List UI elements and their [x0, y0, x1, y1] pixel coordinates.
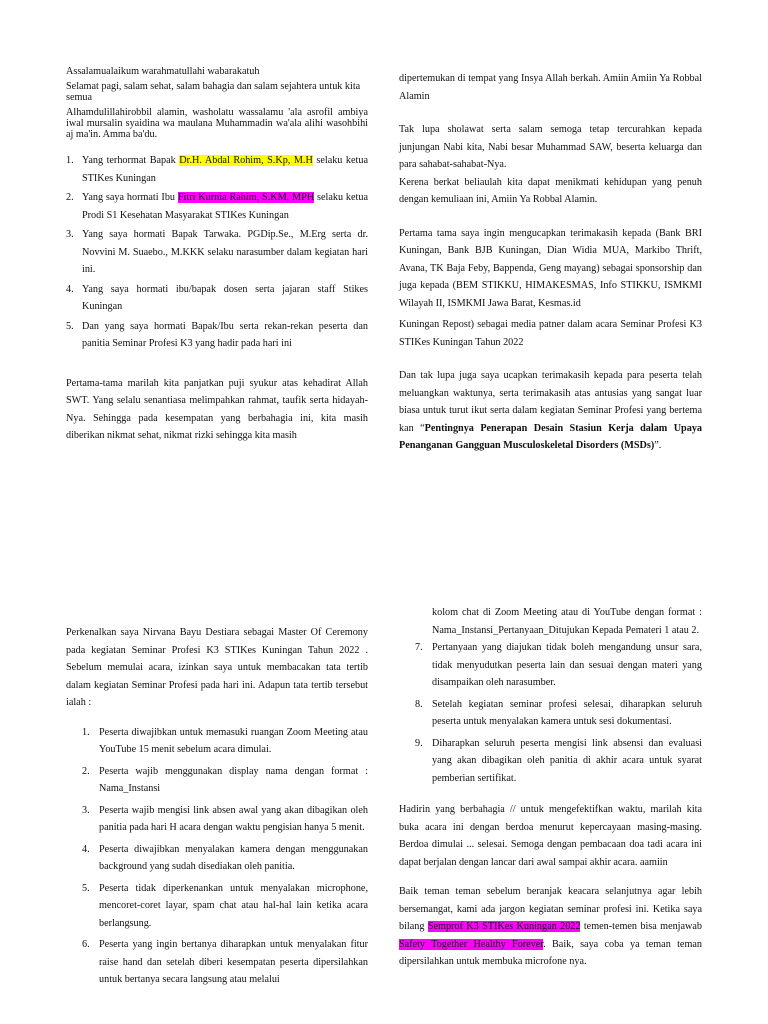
salutation-list	[66, 152, 368, 353]
rule-number: 9.	[415, 737, 423, 749]
salutation-text: Yang terhormat Bapak	[82, 155, 180, 166]
jargon-call: Semprof K3 STIKes Kuningan 2022	[427, 921, 581, 932]
rule-text: Peserta diwajibkan untuk memasuki ruangan Zoom Meeting atau YouTube 15 menit sebelum acara dimulai.	[99, 726, 368, 755]
berkat-paragraph: Kerena berkat beliaulah kita dapat menikmati kehidupan yang penuh dengan kemuliaan ini, Amiin Ya Robbal Alamin.	[399, 176, 702, 205]
list-number: 5.	[66, 320, 74, 332]
rules-list-part1	[82, 724, 368, 989]
rule-text: Peserta diwajibkan menyalakan kamera dengan menggunakan background yang sudah disediakan oleh panitia.	[99, 843, 368, 872]
salutation-item	[66, 281, 368, 316]
sholawat-paragraph: Tak lupa sholawat serta salam semoga tetap tercurahkan kepada junjungan Nabi kita, Nabi besar Muhammad SAW, beserta keluarga dan para sahabat-sahabat-Nya.	[399, 124, 702, 170]
rule-number: 5.	[82, 882, 90, 894]
rule-item	[82, 880, 368, 933]
rule-text: Peserta tidak diperkenankan untuk menyalakan microphone, mencoret-coret layar, spam chat atau hal-hal lain ketika acara berlangsung.	[99, 882, 368, 929]
salutation-text: Yang saya hormati ibu/bapak dosen serta jajaran staff Stikes Kuningan	[82, 283, 368, 312]
salutation-text: Yang saya hormati Ibu	[82, 192, 178, 203]
rule-text: Peserta wajib menggunakan display nama dengan format : Nama_Instansi	[99, 765, 368, 794]
rule-number: 8.	[415, 698, 423, 710]
salutation-item	[66, 189, 368, 224]
greeting-alhamdulillah: Alhamdulillahirobbil alamin, washolatu wassalamu 'ala asrofil ambiya iwal mursalin syaidina wa maulana Muhammadin wa'ala alihi wasohbihi aj ma'in. Amma ba'du.	[66, 107, 368, 140]
jargon-paragraph	[399, 883, 702, 971]
salutation-text: Yang saya hormati Bapak Tarwaka. PGDip.Se., M.Erg serta dr. Novvini M. Suaebo., M.KKK selaku narasumber dalam kegiatan hari ini.	[82, 229, 368, 275]
greeting-salam: Assalamualaikum warahmatullahi wabarakatuh	[66, 66, 260, 77]
rule-item	[82, 841, 368, 876]
highlighted-name: Dr.H. Abdal Rohim, S.Kp, M.H	[179, 155, 313, 166]
salutation-item	[66, 226, 368, 279]
page2-left-column	[66, 624, 368, 993]
jargon-intro: Baik teman teman sebelum beranjak keacara selanjutnya agar lebih bersemangat, kami ada jargon kegiatan seminar profesi ini. Ketika saya bilang	[399, 886, 702, 932]
participant-thanks-paragraph	[399, 367, 702, 455]
rule-number: 3.	[82, 804, 90, 816]
page2-right-column	[399, 604, 702, 971]
rule-item	[82, 724, 368, 759]
list-number: 2.	[66, 192, 74, 203]
prayer-paragraph: Hadirin yang berbahagia // untuk mengefektifkan waktu, marilah kita buka acara ini dengan berdoa menurut kepercayaan masing-masing. Berdoa dimulai ... selesai. Semoga dengan pembacaan doa tadi acara ini dapat berjalan dengan lancar dari awal sampai akhir acara. aamiin	[399, 804, 702, 868]
list-number: 1.	[66, 155, 74, 166]
rule-text: Peserta yang ingin bertanya diharapkan untuk menyalakan fitur raise hand dan setelah diberi kesempatan peserta dipersilahkan untuk bertanya secara langsung atau melalui	[99, 939, 368, 985]
rule-number: 1.	[82, 726, 90, 738]
prayer-continuation: dipertemukan di tempat yang Insya Allah berkah. Amiin Amiin Ya Robbal Alamin	[399, 73, 702, 102]
sponsor-thanks-paragraph: Pertama tama saya ingin mengucapkan terimakasih kepada (Bank BRI Kuningan, Bank BJB Kuningan, Dian Widia MUA, Markibo Thrift, Avana, TK Baja Feby, Bappenda, Geng mayang) sebagai sponsorship dan juga kepada (BEM STIKKU, HIMAKESMAS, Info STIKKU, ISMKMI Wilayah II, ISMKMI Jawa Barat, Kesmas.id	[399, 227, 702, 309]
theme-close-quote: ”.	[654, 440, 662, 451]
rule-item	[82, 802, 368, 837]
greeting-selamat-pagi: Selamat pagi, salam sehat, salam bahagia dan salam sejahtera untuk kita semua	[66, 81, 361, 103]
rule-number: 6.	[82, 939, 90, 950]
jargon-outro: . Baik, saya coba ya teman teman dipersilahkan untuk membuka microfone nya.	[399, 938, 702, 967]
rule-item	[415, 735, 702, 788]
salutation-text: Dan yang saya hormati Bapak/Ibu serta rekan-rekan peserta dan panitia Seminar Profesi K3 yang hadir pada hari ini	[82, 320, 368, 349]
rule-text: Setelah kegiatan seminar profesi selesai, diharapkan seluruh peserta untuk menyalakan kamera untuk sesi dokumentasi.	[432, 698, 702, 727]
rule-text: Diharapkan seluruh peserta mengisi link absensi dan evaluasi yang akan dibagikan oleh panitia di akhir acara untuk syarat pemberian sertifikat.	[432, 737, 702, 784]
opening-paragraph: Pertama-tama marilah kita panjatkan puji syukur atas kehadirat Allah SWT. Yang selalu senantiasa melimpahkan rahmat, taufik serta hidayah-Nya. Sehingga pada kesempatan yang berbahagia ini, kita masih diberikan nikmat sehat, nikmat rizki sehingga kita masih	[66, 377, 368, 441]
media-partner-paragraph: Kuningan Repost) sebagai media patner dalam acara Seminar Profesi K3 STIKes Kuningan Tahun 2022	[399, 319, 702, 348]
page1-left-column	[66, 66, 368, 445]
rule6-continuation: kolom chat di Zoom Meeting atau di YouTube dengan format : Nama_Instansi_Pertanyaan_Ditujukan Kepada Pemateri 1 atau 2.	[432, 607, 702, 636]
salutation-item	[66, 318, 368, 353]
highlighted-name: Fitri Kurnia Rahim, S.KM, MPH	[177, 192, 315, 203]
rule-number: 4.	[82, 843, 90, 855]
jargon-mid: temen-temen bisa menjawab	[580, 921, 703, 932]
rule-number: 2.	[82, 765, 90, 777]
mc-introduction: Perkenalkan saya Nirvana Bayu Destiara sebagai Master Of Ceremony pada kegiatan Seminar Profesi K3 STIKes Kuningan Tahun 2022 . Sebelum memulai acara, izinkan saya untuk membacakan tata tertib dalam kegiatan Seminar Profesi pada hari ini. Adapun tata tertib tersebut ialah :	[66, 627, 368, 708]
rule-number: 7.	[415, 642, 423, 653]
jargon-response: Safety Together Healthy Forever	[399, 938, 544, 950]
theme-intro-text: Dan tak lupa juga saya ucapkan terimakasih kepada para peserta telah meluangkan waktunya, serta terimakasih atas antusias yang sangat luar biasa untuk turut ikut serta dalam kegiatan Seminar Profesi yang bertema kan “	[399, 370, 702, 434]
salutation-title: selaku ketua STIKes Kuningan	[82, 155, 368, 184]
salutation-title: selaku ketua Prodi S1 Kesehatan Masyarakat STIKes Kuningan	[82, 192, 368, 221]
rule-item	[82, 763, 368, 798]
list-number: 3.	[66, 229, 74, 240]
rule-item	[415, 696, 702, 731]
rule-text: Pertanyaan yang diajukan tidak boleh mengandung unsur sara, tidak menyudutkan peserta lain dan sesuai dengan materi yang disampaikan oleh narasumber.	[432, 642, 702, 688]
rule-item	[415, 639, 702, 692]
salutation-item	[66, 152, 368, 187]
page1-right-column	[399, 70, 702, 455]
seminar-theme: Pentingnya Penerapan Desain Stasiun Kerja dalam Upaya Penanganan Gangguan Musculoskeletal Disorders (MSDs)	[399, 422, 703, 451]
rule-item	[82, 936, 368, 989]
list-number: 4.	[66, 283, 74, 295]
rule-text: Peserta wajib mengisi link absen awal yang akan dibagikan oleh panitia pada hari H acara dengan waktu pengisian hanya 5 menit.	[99, 804, 368, 833]
rules-list-part2	[415, 639, 702, 787]
